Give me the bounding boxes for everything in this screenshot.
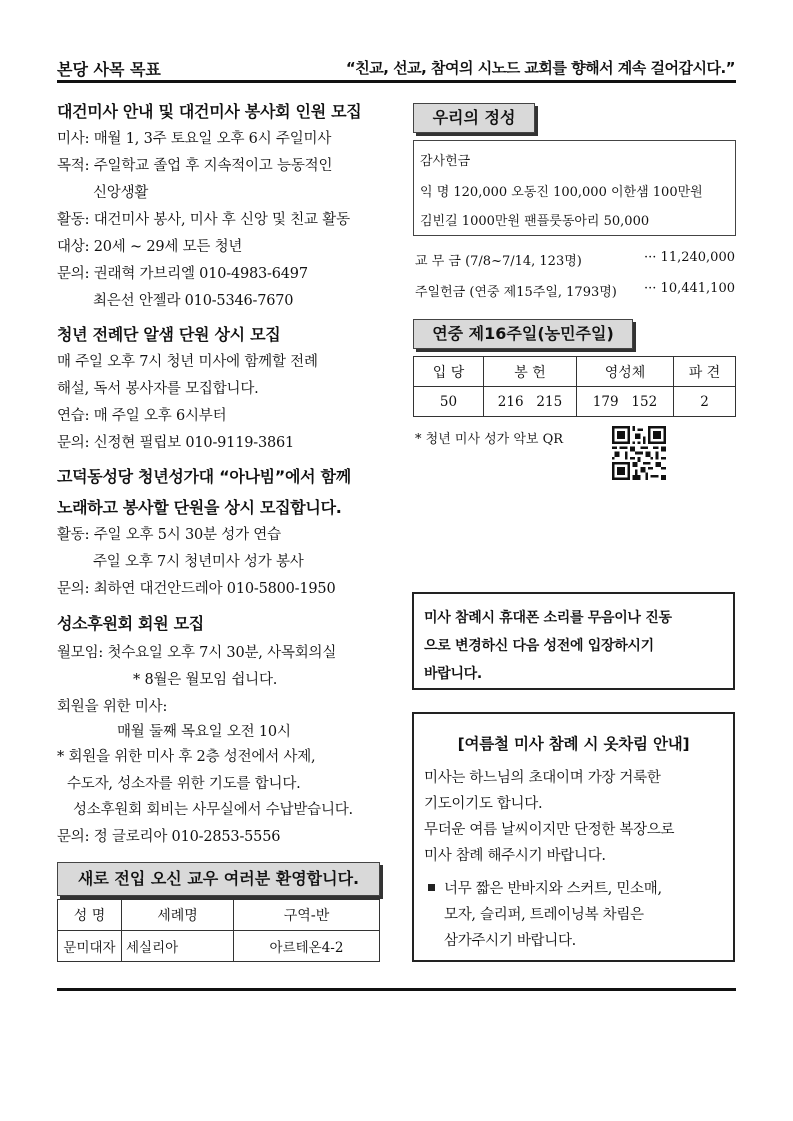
header-left-title: 본당 사목 목표 — [57, 60, 161, 79]
sunday-collection-label: 주일헌금 (연중 제15주일, 1793명) — [415, 285, 617, 300]
table-cell: 216 215 — [484, 387, 577, 417]
table-header: 파 견 — [674, 357, 736, 387]
thanks-offering-line: 김빈길 1000만원 팬플룻동아리 50,000 — [420, 214, 650, 229]
dress-code-title: [여름철 미사 참례 시 옷차림 안내] — [457, 735, 690, 753]
section-title-vocation: 성소후원회 회원 모집 — [57, 614, 204, 633]
text-line: 신앙생활 — [93, 185, 149, 201]
table-row — [414, 387, 736, 417]
text-line: 활동: 대건미사 봉사, 미사 후 신앙 및 친교 활동 — [57, 212, 350, 228]
welcome-title: 새로 전입 오신 교우 여러분 환영합니다. — [57, 862, 380, 896]
text-line: * 8월은 월모임 쉽니다. — [133, 672, 278, 688]
text-line: * 회원을 위한 미사 후 2층 성전에서 사제, — [57, 749, 316, 765]
table-header: 세례명 — [122, 900, 234, 931]
text-line: 수도자, 성소자를 위한 기도를 합니다. — [67, 776, 301, 792]
text-line: 문의: 신정현 필립보 010-9119-3861 — [57, 435, 295, 451]
dress-code-line: 무더운 여름 날씨이지만 단정한 복장으로 — [424, 822, 675, 838]
header-right-slogan: “친교, 선교, 참여의 시노드 교회를 향해서 계속 걸어갑시다.” — [345, 59, 735, 77]
phone-notice-line: 바랍니다. — [424, 666, 482, 682]
phone-notice-box — [412, 592, 735, 690]
section-title-choir-2: 노래하고 봉사할 단원을 상시 모집합니다. — [57, 498, 342, 517]
bullet-icon — [428, 884, 435, 891]
text-line: 미사: 매월 1, 3주 토요일 오후 6시 주일미사 — [57, 131, 332, 147]
thanks-offering-title: 감사헌금 — [420, 154, 471, 169]
dress-code-line: 너무 짧은 반바지와 스커트, 민소매, — [444, 881, 662, 897]
table-header: 성 명 — [58, 900, 122, 931]
text-line: 목적: 주일학교 졸업 후 지속적이고 능동적인 — [57, 158, 333, 174]
text-line: 회원을 위한 미사: — [57, 699, 168, 715]
qr-note: * 청년 미사 성가 악보 QR — [415, 432, 564, 447]
text-line: 해설, 독서 봉사자를 모집합니다. — [57, 381, 259, 397]
table-cell: 세실리아 — [122, 931, 234, 962]
dress-code-line: 기도이기도 합니다. — [424, 796, 543, 812]
phone-notice-line: 미사 참례시 휴대폰 소리를 무음이나 진동 — [424, 610, 672, 626]
footer-rule — [57, 988, 736, 991]
text-line: 성소후원회 회비는 사무실에서 수납받습니다. — [73, 802, 353, 818]
section-title-daegeon: 대건미사 안내 및 대건미사 봉사회 인원 모집 — [57, 102, 362, 121]
table-header: 입 당 — [414, 357, 484, 387]
text-line: 매월 둘째 목요일 오전 10시 — [117, 724, 291, 740]
offering-title: 우리의 정성 — [413, 103, 535, 133]
header-rule — [57, 80, 736, 83]
section-title-youth-liturgy: 청년 전례단 알샘 단원 상시 모집 — [57, 325, 281, 344]
hymn-table — [413, 356, 736, 417]
welcome-table — [57, 899, 380, 962]
sunday-title: 연중 제16주일(농민주일) — [413, 319, 633, 349]
phone-notice-line: 으로 변경하신 다음 성전에 입장하시기 — [424, 638, 654, 654]
dress-code-line: 삼가주시기 바랍니다. — [444, 933, 576, 949]
table-cell: 아르테온4-2 — [234, 931, 380, 962]
text-line: 활동: 주일 오후 5시 30분 성가 연습 — [57, 527, 281, 543]
qr-code-icon[interactable] — [612, 426, 666, 480]
text-line: 문의: 최하연 대건안드레아 010-5800-1950 — [57, 581, 336, 597]
text-line: 문의: 권래혁 가브리엘 010-4983-6497 — [57, 266, 308, 282]
text-line: 월모임: 첫수요일 오후 7시 30분, 사목회의실 — [57, 645, 337, 661]
thanks-offering-box — [413, 140, 736, 236]
table-cell: 2 — [674, 387, 736, 417]
table-header: 봉 헌 — [484, 357, 577, 387]
text-line: 대상: 20세 ~ 29세 모든 청년 — [57, 239, 243, 255]
table-row — [58, 931, 380, 962]
thanks-offering-line: 익 명 120,000 오동진 100,000 이한샘 100만원 — [420, 185, 703, 200]
table-header: 영성체 — [577, 357, 674, 387]
text-line: 연습: 매 주일 오후 6시부터 — [57, 408, 227, 424]
dress-code-line: 모자, 슬리퍼, 트레이닝복 차림은 — [444, 907, 644, 923]
section-title-choir-1: 고덕동성당 청년성가대 “아나빔”에서 함께 — [57, 467, 351, 486]
text-line: 문의: 정 글로리아 010-2853-5556 — [57, 829, 281, 845]
text-line: 최은선 안젤라 010-5346-7670 — [93, 293, 294, 309]
dress-code-line: 미사 참례 해주시기 바랍니다. — [424, 848, 606, 864]
text-line: 주일 오후 7시 청년미사 성가 봉사 — [93, 554, 304, 570]
dress-code-line: 미사는 하느님의 초대이며 가장 거룩한 — [424, 770, 661, 786]
text-line: 매 주일 오후 7시 청년 미사에 함께할 전례 — [57, 354, 318, 370]
tithe-label: 교 무 금 (7/8~7/14, 123명) — [415, 254, 582, 269]
table-header: 구역-반 — [234, 900, 380, 931]
sunday-collection-value: ··· 10,441,100 — [644, 281, 735, 296]
tithe-value: ··· 11,240,000 — [644, 250, 735, 265]
table-cell: 50 — [414, 387, 484, 417]
dress-code-box — [412, 712, 735, 962]
table-cell: 문미대자 — [58, 931, 122, 962]
table-cell: 179 152 — [577, 387, 674, 417]
